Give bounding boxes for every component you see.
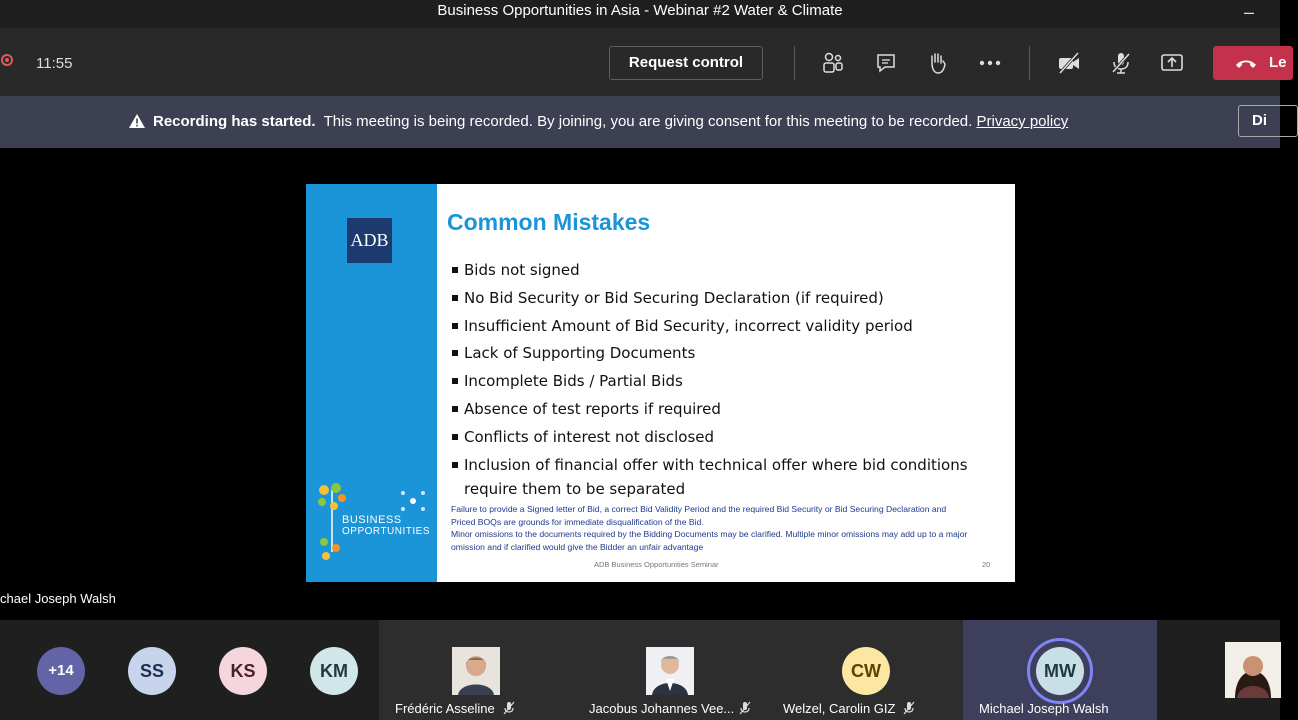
brand-line-1: BUSINESS [342, 514, 402, 526]
mic-off-icon[interactable] [1108, 50, 1134, 76]
toolbar-divider [794, 46, 795, 80]
mic-muted-icon [501, 700, 517, 716]
bullet-item: Absence of test reports if required [452, 397, 992, 421]
meeting-timer: 11:55 [36, 55, 73, 72]
adb-logo: ADB [347, 218, 392, 263]
participant-name: Welzel, Carolin GIZ [783, 701, 896, 716]
participant-tile[interactable] [573, 620, 767, 720]
participant-gallery [0, 620, 1280, 720]
participant-tile[interactable] [1157, 620, 1280, 720]
bullet-item: Lack of Supporting Documents [452, 341, 992, 365]
banner-text [153, 113, 1068, 130]
bullet-item: No Bid Security or Bid Securing Declaration (if required) [452, 286, 992, 310]
leave-label: Le [1269, 54, 1287, 71]
dismiss-button[interactable]: Di [1238, 105, 1298, 137]
avatar[interactable]: SS [128, 647, 176, 695]
mic-muted-icon [901, 700, 917, 716]
camera-off-icon[interactable] [1056, 50, 1082, 76]
toolbar-divider [1029, 46, 1030, 80]
slide-footer: ADB Business Opportunities Seminar [594, 560, 719, 569]
mic-muted-icon [737, 700, 753, 716]
shared-slide [306, 184, 1015, 582]
avatar: CW [842, 647, 890, 695]
slide-note: Minor omissions to the documents required by the Bidding Documents may be clarified. Multiple minor omissions may add up to a major omission and if clarified would give the Bidder an unfair advantage [451, 529, 968, 552]
brand-line-2: OPPORTUNITIES [342, 526, 430, 537]
business-opportunities-logo [314, 482, 429, 564]
slide-notes [451, 503, 971, 553]
more-participants-button[interactable]: +14 [37, 647, 85, 695]
leave-button[interactable] [1213, 46, 1293, 80]
minimize-icon[interactable]: – [1243, 2, 1254, 22]
participant-photo [1225, 642, 1281, 698]
request-control-button[interactable]: Request control [609, 46, 763, 80]
active-speaker-name: chael Joseph Walsh [0, 591, 116, 606]
bullet-item: Inclusion of financial offer with technical offer where bid conditions require them to be separated [452, 453, 992, 501]
banner-title: Recording has started. [153, 113, 316, 130]
banner-message: This meeting is being recorded. By joining, you are giving consent for this meeting to be recorded. [323, 113, 973, 130]
slide-bullet-list [452, 258, 992, 504]
phone-hangup-icon [1233, 53, 1259, 73]
slide-sidebar [306, 184, 437, 582]
participants-icon[interactable] [820, 50, 846, 76]
privacy-policy-link[interactable]: Privacy policy [976, 113, 1069, 130]
participant-name: Frédéric Asseline [395, 701, 495, 716]
bullet-item: Conflicts of interest not disclosed [452, 425, 992, 449]
avatar[interactable]: KM [310, 647, 358, 695]
chat-icon[interactable] [873, 50, 899, 76]
slide-page-number: 20 [982, 560, 991, 569]
participant-photo [452, 647, 500, 695]
bullet-item: Bids not signed [452, 258, 992, 282]
avatar: MW [1036, 647, 1084, 695]
raise-hand-icon[interactable] [924, 50, 950, 76]
meeting-toolbar [0, 28, 1287, 96]
participant-name: Michael Joseph Walsh [979, 701, 1109, 716]
slide-title: Common Mistakes [447, 209, 651, 235]
bullet-item: Incomplete Bids / Partial Bids [452, 369, 992, 393]
participant-tile[interactable] [379, 620, 573, 720]
participant-photo [646, 647, 694, 695]
recording-indicator-icon [1, 54, 13, 66]
participant-name: Jacobus Johannes Vee... [589, 701, 735, 716]
window-titlebar [0, 0, 1280, 28]
slide-note: Failure to provide a Signed letter of Bid, a correct Bid Validity Period and the required Bid Security or Bid Securing Declaration and Priced BOQs are grounds for immediate disqualification of the Bid. [451, 504, 947, 527]
bullet-item: Insufficient Amount of Bid Security, incorrect validity period [452, 314, 992, 338]
recording-banner [0, 96, 1280, 148]
avatar[interactable]: KS [219, 647, 267, 695]
network-icon [398, 488, 428, 514]
more-icon[interactable] [977, 50, 1003, 76]
participant-tile[interactable] [767, 620, 963, 720]
window-title: Business Opportunities in Asia - Webinar #2 Water & Climate [437, 2, 843, 19]
warning-icon [128, 113, 146, 129]
share-screen-icon[interactable] [1159, 50, 1185, 76]
participant-tile-active[interactable] [963, 620, 1157, 720]
